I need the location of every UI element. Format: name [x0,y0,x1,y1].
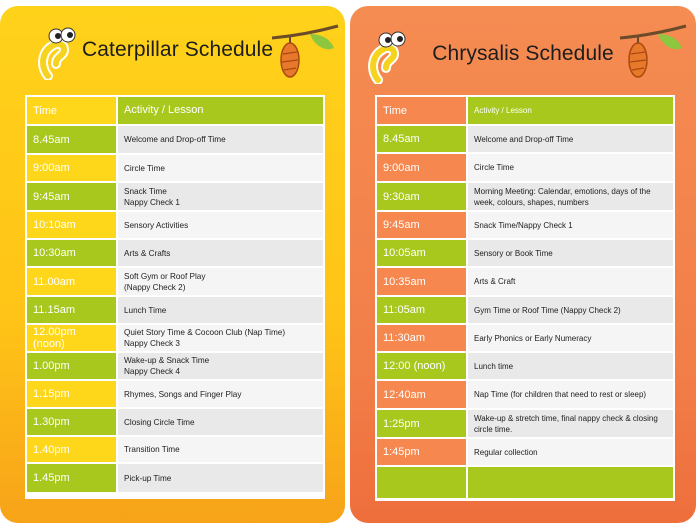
activity-text: Regular collection [474,447,538,457]
time-cell: 12.00pm (noon) [27,325,118,351]
time-cell: 1.15pm [27,381,118,407]
table-row [377,325,673,353]
table-header [377,97,673,126]
activity-cell [118,126,323,153]
activity-text: Arts & Craft [474,277,516,286]
activity-text: Gym Time or Roof Time (Nappy Check 2) [474,305,621,315]
table-row [377,212,673,240]
activity-cell [118,381,323,407]
time-column-header: Time [377,97,468,124]
table-row [377,268,673,297]
activity-text: Wake-up & Snack Time [124,356,210,365]
table-row [27,381,323,409]
chrysalis-title: Chrysalis Schedule [432,42,614,65]
activity-cell [118,353,323,379]
time-cell: 12:40am [377,381,468,408]
time-cell: 9:00am [377,154,468,181]
table-header [27,97,323,126]
chrysalis-schedule-table [375,95,675,501]
table-row [27,183,323,212]
activity-text: Quiet Story Time & Cocoon Club (Nap Time) [124,328,286,337]
table-row [377,353,673,381]
activity-note: Nappy Check 1 [124,197,180,207]
table-row [27,325,323,353]
time-cell: 8.45am [377,126,468,152]
activity-text: Lunch Time [124,305,167,315]
activity-cell [118,212,323,238]
table-row [27,212,323,240]
activity-note: Nappy Check 3 [124,339,180,348]
activity-cell [118,409,323,435]
table-row [27,409,323,437]
time-cell: 1.30pm [27,409,118,435]
activity-text: Nap Time (for children that need to rest or sleep) [474,390,647,399]
activity-text: Closing Circle Time [124,417,195,427]
activity-column-header: Activity / Lesson [468,97,673,124]
table-row [377,439,673,467]
activity-text: Welcome and Drop-off Time [124,135,226,144]
time-cell: 1.40pm [27,437,118,462]
activity-cell [468,381,673,408]
activity-note: Nappy Check 4 [124,367,180,376]
table-row-empty [377,467,673,498]
table-row [27,126,323,155]
activity-cell [468,183,673,210]
table-row [27,353,323,381]
activity-text: Soft Gym or Roof Play [124,271,206,281]
table-row [377,410,673,439]
table-row [377,154,673,183]
activity-text: Rhymes, Songs and Finger Play [124,389,242,399]
activity-cell [468,325,673,351]
time-cell: 10:10am [27,212,118,238]
table-row [27,240,323,268]
table-row [27,155,323,183]
activity-cell [468,467,673,498]
time-cell: 10:35am [377,268,468,295]
time-cell: 11.15am [27,297,118,323]
time-cell: 10:30am [27,240,118,266]
activity-text: Early Phonics or Early Numeracy [474,333,592,343]
table-row [377,297,673,325]
time-cell: 11:30am [377,325,468,351]
activity-cell [468,439,673,465]
time-column-header: Time [27,97,118,124]
table-row [27,437,323,464]
table-row [377,240,673,268]
activity-text: Sensory or Book Time [474,248,553,258]
activity-cell [118,437,323,462]
table-row [27,268,323,297]
chrysalis-schedule-card [350,6,696,523]
time-cell: 10:05am [377,240,468,266]
time-cell: 1.00pm [27,353,118,379]
activity-text: Sensory Activities [124,220,189,230]
activity-cell [468,410,673,437]
activity-cell [118,464,323,492]
activity-text: Welcome and Drop-off Time [474,134,574,144]
time-cell: 11:05am [377,297,468,323]
activity-cell [118,240,323,266]
activity-cell [118,297,323,323]
activity-cell [468,353,673,379]
time-cell: 8.45am [27,126,118,153]
activity-cell [118,325,323,351]
time-cell: 9:30am [377,183,468,210]
time-cell: 9:45am [377,212,468,238]
activity-text: Lunch time [474,361,514,371]
time-cell: 12:00 (noon) [377,353,468,379]
time-cell: 1:45pm [377,439,468,465]
activity-cell [118,183,323,210]
caterpillar-schedule-card [0,6,345,523]
activity-cell [468,240,673,266]
activity-text: Transition Time [124,445,180,454]
activity-text: Arts & Crafts [124,248,171,258]
activity-cell [118,155,323,181]
branch-chrysalis-icon [618,22,688,92]
activity-column-header: Activity / Lesson [118,97,323,124]
activity-cell [468,154,673,181]
time-cell: 1:25pm [377,410,468,437]
activity-text: Morning Meeting: Calendar, emotions, days of the week, colours, shapes, numbers [474,186,651,207]
table-row [377,381,673,410]
table-row [27,297,323,325]
time-cell: 1.45pm [27,464,118,492]
caterpillar-schedule-table [25,95,325,499]
time-cell: 9:00am [27,155,118,181]
activity-cell [118,268,323,295]
activity-cell [468,212,673,238]
activity-cell [468,297,673,323]
time-cell: 11.00am [27,268,118,295]
activity-text: Wake-up & stretch time, final nappy check & closing circle time. [474,413,658,434]
caterpillar-title: Caterpillar Schedule [82,38,274,61]
activity-cell [468,268,673,295]
activity-note: (Nappy Check 2) [124,282,186,292]
time-cell: 9:45am [27,183,118,210]
table-row [27,464,323,492]
activity-text: Pick-up Time [124,473,172,483]
activity-text: Snack Time/Nappy Check 1 [474,220,573,230]
table-row [377,126,673,154]
activity-cell [468,126,673,152]
activity-text: Circle Time [474,163,515,172]
branch-chrysalis-icon [270,22,340,92]
activity-text: Snack Time [124,186,167,196]
table-row [377,183,673,212]
time-cell [377,467,468,498]
activity-text: Circle Time [124,163,165,173]
